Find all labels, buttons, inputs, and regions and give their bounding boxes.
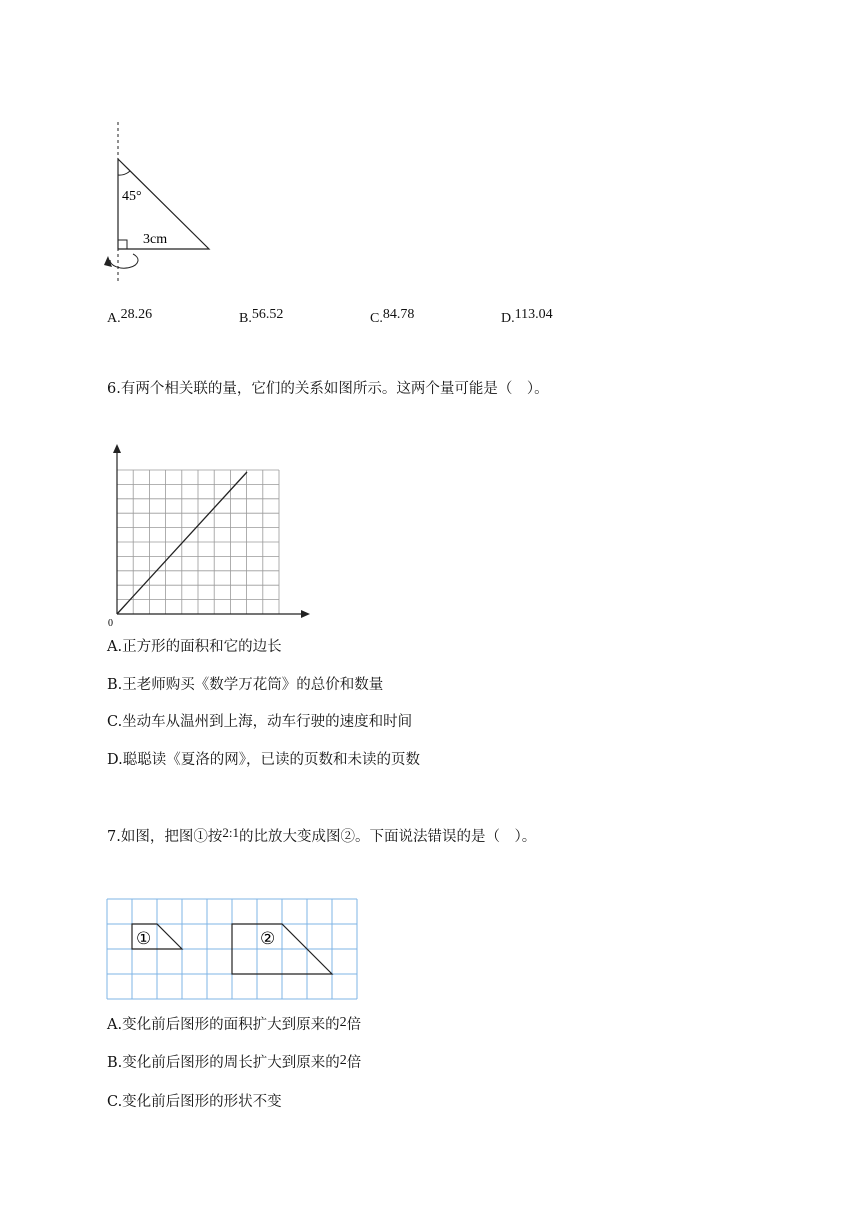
option-value: 56.52 xyxy=(251,307,284,322)
q7-stem-ratio: 2:1 xyxy=(222,825,239,840)
option-text: A.变化前后图形的面积扩大到原来的 xyxy=(107,1017,340,1033)
q7-stem-post: 的比放大变成图②。下面说法错误的是（ ）。 xyxy=(238,829,537,845)
rotation-triangle-figure xyxy=(100,120,230,290)
q7-option-a[interactable] xyxy=(107,1016,361,1035)
q7-option-b[interactable] xyxy=(107,1054,361,1073)
option-value: 84.78 xyxy=(382,307,415,322)
y-axis-arrow xyxy=(113,444,121,453)
option-letter: C. xyxy=(370,311,383,326)
angle-label: 45° xyxy=(122,189,142,204)
angle-arc xyxy=(118,171,130,175)
origin-label: 0 xyxy=(108,618,113,629)
q6-stem: 6.有两个相关联的量，它们的关系如图所示。这两个量可能是（ ）。 xyxy=(107,381,549,397)
q7-stem xyxy=(107,825,537,846)
x-axis-arrow xyxy=(301,610,310,618)
option-value: 113.04 xyxy=(514,307,553,322)
q6-option-c[interactable]: C.坐动车从温州到上海，动车行驶的速度和时间 xyxy=(107,714,413,730)
q7-stem-pre: 7.如图，把图①按 xyxy=(107,829,223,845)
q7-option-c[interactable] xyxy=(107,1093,282,1111)
option-tail: 倍 xyxy=(346,1055,362,1071)
q6-line-graph xyxy=(100,444,320,634)
q5-option-c[interactable] xyxy=(370,305,414,324)
right-angle-mark xyxy=(118,240,127,249)
option-text: B.变化前后图形的周长扩大到原来的 xyxy=(107,1055,340,1071)
option-letter: B. xyxy=(239,311,252,326)
side-label: 3cm xyxy=(143,232,168,247)
option-letter: A. xyxy=(107,311,121,326)
rotation-arrowhead xyxy=(104,256,112,267)
option-text: C.变化前后图形的形状不变 xyxy=(107,1094,282,1110)
q6-option-d[interactable]: D.聪聪读《夏洛的网》，已读的页数和未读的页数 xyxy=(107,752,420,768)
shape-1-label: ① xyxy=(136,929,152,948)
q7-grid-figure xyxy=(107,899,359,1001)
graph-grid xyxy=(117,470,279,614)
option-letter: D. xyxy=(501,311,515,326)
option-num: 2 xyxy=(339,1015,347,1030)
option-value: 28.26 xyxy=(120,307,153,322)
option-num: 2 xyxy=(339,1053,347,1068)
q5-option-d[interactable] xyxy=(501,305,553,324)
q6-option-a[interactable]: A.正方形的面积和它的边长 xyxy=(107,639,282,655)
shape-2-label: ② xyxy=(260,929,276,948)
q5-option-b[interactable] xyxy=(239,305,283,324)
q6-option-b[interactable]: B.王老师购买《数学万花筒》的总价和数量 xyxy=(107,677,384,693)
rotation-arrow xyxy=(110,254,138,268)
q5-option-a[interactable] xyxy=(107,305,152,324)
option-tail: 倍 xyxy=(346,1017,362,1033)
